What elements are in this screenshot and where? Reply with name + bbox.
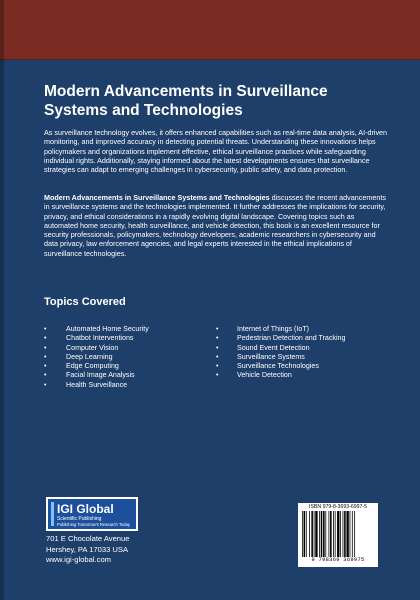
barcode-bar: [311, 511, 313, 557]
barcode-bar: [350, 511, 351, 557]
barcode-bar: [309, 511, 310, 557]
address-line-1: 701 E Chocolate Avenue: [46, 534, 130, 543]
barcode-bars: [301, 511, 375, 557]
logo-tagline: Publishing Tomorrow's Research Today: [57, 522, 131, 527]
description-bold-title: Modern Advancements in Surveillance Systems and Technologies: [44, 193, 270, 202]
barcode-bar: [340, 511, 341, 557]
topic-item: [44, 325, 149, 334]
topic-label: Surveillance Technologies: [237, 362, 319, 371]
bullet-icon: •: [44, 352, 47, 361]
barcode-bar: [325, 511, 326, 557]
barcode-bar: [304, 511, 306, 557]
igi-global-logo: [46, 497, 138, 531]
topic-item: [216, 353, 345, 362]
bullet-icon: •: [216, 343, 219, 352]
topic-item: [44, 334, 149, 343]
isbn-label: ISBN 979-8-3693-6997-5: [309, 504, 367, 510]
topic-item: [44, 353, 149, 362]
topic-item: [216, 371, 345, 380]
bullet-icon: •: [216, 371, 219, 380]
barcode-bar: [337, 511, 339, 557]
barcode-digits: 9 798369 369975: [311, 557, 365, 563]
barcode-bar: [323, 511, 325, 557]
bullet-icon: •: [216, 362, 219, 371]
description-text: discusses the recent advancements in surveillance systems and the technologies implemented. It further addresses the implications for security, privacy, and ethical considerations in a rapidly evolving digital landscape. Covering topics such as automated home security, health surveillance, and vehicle detection, this book is an excellent resource for security professionals, policymakers, technology developers, academic researchers in cybersecurity and data privacy, law enforcement agencies, and legal experts interested in the ethical implications of surveillance technologies.: [44, 193, 386, 258]
barcode-bar: [343, 511, 344, 557]
topic-item: [216, 325, 345, 334]
barcode-bar: [315, 511, 317, 557]
barcode-bar: [302, 511, 303, 557]
bullet-icon: •: [44, 371, 47, 380]
topics-list-left: [44, 325, 149, 390]
topic-label: Surveillance Systems: [237, 352, 305, 361]
topic-label: Deep Learning: [66, 352, 113, 361]
publisher-website: www.igi-global.com: [46, 555, 111, 565]
bullet-icon: •: [216, 325, 219, 333]
topic-item: [44, 344, 149, 353]
topic-item: [216, 334, 345, 343]
topic-label: Health Surveillance: [66, 380, 128, 389]
isbn-barcode: [298, 503, 378, 567]
bullet-icon: •: [44, 334, 47, 343]
barcode-bar: [306, 511, 307, 557]
topic-item: [216, 362, 345, 371]
bullet-icon: •: [44, 343, 47, 352]
address-line-2: Hershey, PA 17033 USA: [46, 544, 129, 554]
topic-label: Facial Image Analysis: [66, 371, 135, 380]
topics-heading: Topics Covered: [44, 296, 126, 308]
bullet-icon: •: [216, 352, 219, 361]
bullet-icon: •: [216, 334, 219, 343]
barcode-bar: [319, 511, 320, 557]
topic-label: Computer Vision: [66, 343, 119, 352]
barcode-bar: [329, 511, 330, 557]
topic-item: [44, 371, 149, 380]
barcode-bar: [333, 511, 334, 557]
topic-label: Automated Home Security: [66, 325, 149, 333]
bullet-icon: •: [44, 380, 47, 389]
logo-name: IGI Global: [57, 502, 114, 516]
barcode-bar: [352, 511, 353, 557]
book-title: Modern Advancements in Surveillance Systems and Technologies: [44, 83, 328, 119]
topic-label: Sound Event Detection: [237, 343, 310, 352]
barcode-bar: [314, 511, 315, 557]
topic-item: [216, 344, 345, 353]
bullet-icon: •: [44, 362, 47, 371]
logo-sub: Scientific Publishing: [57, 516, 102, 522]
publisher-address: [46, 534, 129, 566]
topic-label: Vehicle Detection: [237, 371, 292, 380]
topic-label: Chatbot Interventions: [66, 334, 134, 343]
barcode-bar: [354, 511, 355, 557]
topic-label: Internet of Things (IoT): [237, 325, 310, 333]
description-paragraph-1: As surveillance technology evolves, it offers enhanced capabilities such as real-time data analysis, AI-driven monitoring, and improved accuracy in detecting potential threats. Understanding these innovations helps policymakers and organizations implement effective, ethical surveillance practices while safeguarding individual rights. Additionally, staying informed about the latest developments ensures that surveillance strategies can adapt to emerging challenges in cybersecurity, public safety, and data protection.: [44, 128, 388, 175]
topic-item: [44, 381, 149, 390]
bullet-icon: •: [44, 325, 47, 333]
topics-list-right: [216, 325, 345, 381]
topic-label: Pedestrian Detection and Tracking: [237, 334, 346, 343]
top-color-band: [0, 0, 420, 60]
barcode-bar: [346, 511, 348, 557]
description-paragraph-2: [44, 193, 388, 258]
barcode-bar: [321, 511, 323, 557]
barcode-bar: [344, 511, 346, 557]
topic-item: [44, 362, 149, 371]
topic-label: Edge Computing: [66, 362, 119, 371]
barcode-bar: [335, 511, 336, 557]
barcode-bar: [330, 511, 332, 557]
spine-shadow: [0, 0, 4, 600]
